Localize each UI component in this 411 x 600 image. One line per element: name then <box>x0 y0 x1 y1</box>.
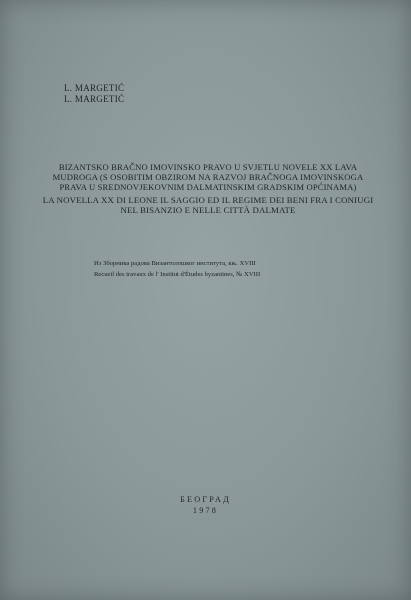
author-list <box>64 83 124 105</box>
imprint <box>0 494 411 516</box>
imprint-year: 1978 <box>192 506 219 515</box>
title-italian: LA NOVELLA XX DI LEONE IL SAGGIO ED IL REGIME DEI BENI FRA I CONIUGI NEL BISANZIO E NELLE CITTÀ DALMATE <box>42 194 374 215</box>
title-block <box>40 162 376 215</box>
source-citation <box>94 258 364 280</box>
author-name: L. MARGETIĆ <box>64 94 125 104</box>
source-french: Recueil des travaux de l' Institut d'Études byzantines, № XVIII <box>94 271 261 278</box>
imprint-city: БЕОГРАД <box>180 495 231 504</box>
author-name: L. MARGETIĆ <box>64 83 125 93</box>
source-serbian: Из Зборника радова Византолошког института, књ. XVIII <box>94 260 256 267</box>
title-croatian: BIZANTSKO BRAČNO IMOVINSKO PRAVO U SVJETLU NOVELE XX LAVA MUDROGA (S OSOBITIM OBZIROM NA RAZVOJ BRAČNOGA IMOVINSKOGA PRAVA U SREDNOVJEKOVNIM DALMATINSKIM GRADSKIM OPĆINAMA) <box>52 162 364 193</box>
